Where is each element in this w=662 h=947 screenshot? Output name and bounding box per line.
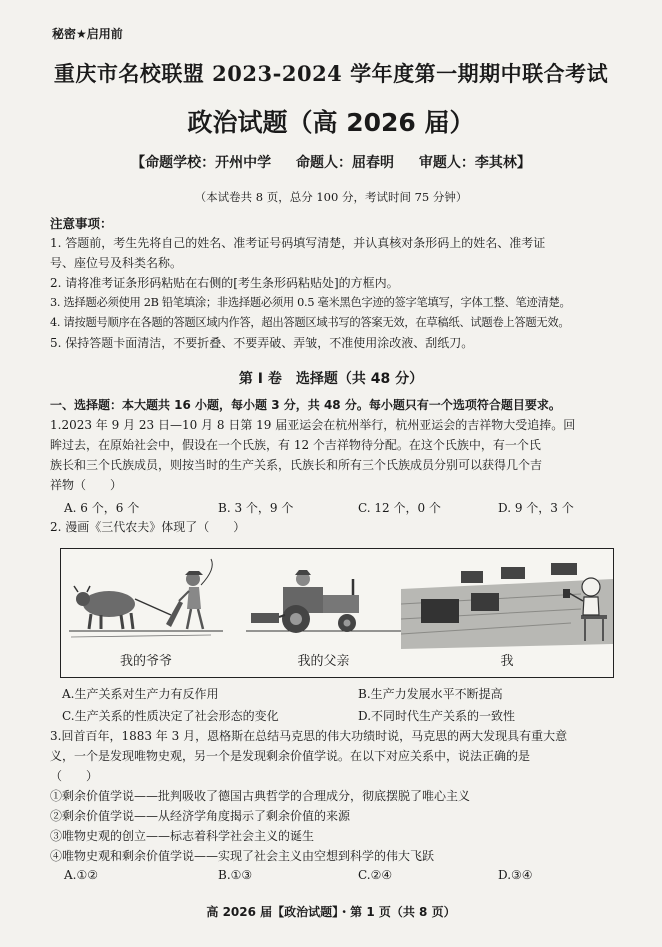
q3-option-b: B.①③: [218, 868, 253, 882]
caption-me: 我: [500, 654, 514, 669]
question-3-line: （ ）: [50, 769, 99, 783]
question-3-line: 义，一个是发现唯物史观，另一个是发现剩余价值学说。在以下对应关系中，说法正确的是: [50, 749, 531, 763]
section-instruction: 一、选择题：本大题共 16 小题，每小题 3 分，共 48 分。每小题只有一个选项符合题目要求。: [50, 398, 561, 412]
question-3-statement: ①剩余价值学说——批判吸收了德国古典哲学的合理成分，彻底摆脱了唯心主义: [50, 789, 471, 803]
note-item: 5. 保持答题卡面清洁，不要折叠、不要弄破、弄皱，不准使用涂改液、刮纸刀。: [50, 336, 474, 350]
school-label: 【命题学校：开州中学: [131, 155, 272, 171]
q3-option-a: A.①②: [64, 868, 98, 882]
q2-option-b: B.生产力发展水平不断提高: [358, 687, 503, 701]
q2-option-a: A.生产关系对生产力有反作用: [62, 687, 219, 701]
note-item: 号、座位号及科类名称。: [50, 256, 183, 270]
question-3-line: 3.回首百年，1883 年 3 月，恩格斯在总结马克思的伟大功绩时说，马克思的两大发现具有重大意: [50, 729, 568, 743]
exam-title: 重庆市名校联盟 2023-2024 学年度第一期期中联合考试: [53, 61, 609, 86]
exam-subtitle: 政治试题（高 2026 届）: [187, 108, 475, 137]
cartoon-panel-grandfather: [61, 549, 231, 677]
note-item: 3. 选择题必须使用 2B 铅笔填涂；非选择题必须用 0.5 毫米黑色字迹的签字笔填写，字体工整、笔迹清楚。: [50, 296, 571, 309]
q1-option-b: B. 3 个，9 个: [218, 501, 294, 515]
caption-father: 我的父亲: [297, 654, 350, 669]
section-title: 第 I 卷 选择题（共 48 分）: [238, 371, 424, 387]
cartoon-panel-me: [401, 549, 613, 677]
q2-option-d: D.不同时代生产关系的一致性: [358, 709, 516, 723]
cartoon-panel-father: [241, 549, 406, 677]
question-3-statement: ③唯物史观的创立——标志着科学社会主义的诞生: [50, 829, 315, 843]
reviewer-label: 审题人：李其林】: [418, 155, 531, 171]
author-label: 命题人：屈春明: [296, 155, 394, 171]
caption-grandfather: 我的爷爷: [119, 654, 172, 669]
question-1-line: 眸过去，在原始社会中，假设在一个氏族，有 12 个吉祥物待分配。在这个氏族中，有一个氏: [50, 438, 541, 452]
note-item: 2. 请将准考证条形码粘贴在右侧的[考生条形码粘贴处]的方框内。: [50, 276, 399, 290]
notes-heading: 注意事项：: [50, 216, 113, 231]
exam-authors: [0, 152, 662, 172]
q3-option-d: D.③④: [498, 868, 533, 882]
q1-option-c: C. 12 个，0 个: [358, 501, 441, 515]
question-1-line: 1.2023 年 9 月 23 日—10 月 8 日第 19 届亚运会在杭州举行，杭州亚运会的吉祥物大受追捧。回: [50, 418, 576, 432]
question-3-statement: ②剩余价值学说——从经济学角度揭示了剩余价值的来源: [50, 809, 351, 823]
secret-label: 秘密★启用前: [52, 27, 123, 41]
question-3-statement: ④唯物史观和剩余价值学说——实现了社会主义由空想到科学的伟大飞跃: [50, 849, 435, 863]
question-1-line: 族长和三个氏族成员，则按当时的生产关系，氏族长和所有三个氏族成员分别可以获得几个吉: [50, 458, 543, 472]
page-footer: 高 2026 届【政治试题】・第 1 页（共 8 页）: [206, 905, 456, 919]
note-item: 4. 请按题号顺序在各题的答题区域内作答，超出答题区域书写的答案无效，在草稿纸、试题卷上答题无效。: [50, 316, 570, 329]
q1-option-a: A. 6 个，6 个: [64, 501, 140, 515]
question-1-line: 祥物（ ）: [50, 478, 123, 492]
three-generations-cartoon: [60, 548, 614, 678]
note-item: 1. 答题前，考生先将自己的姓名、准考证号码填写清楚，并认真核对条形码上的姓名、准考证: [50, 236, 546, 250]
q2-option-c: C.生产关系的性质决定了社会形态的变化: [62, 709, 279, 723]
exam-info: （本试卷共 8 页，总分 100 分，考试时间 75 分钟）: [194, 190, 468, 204]
q3-option-c: C.②④: [358, 868, 393, 882]
q1-option-d: D. 9 个，3 个: [498, 501, 574, 515]
question-2-stem: 2. 漫画《三代农夫》体现了（ ）: [50, 520, 246, 534]
